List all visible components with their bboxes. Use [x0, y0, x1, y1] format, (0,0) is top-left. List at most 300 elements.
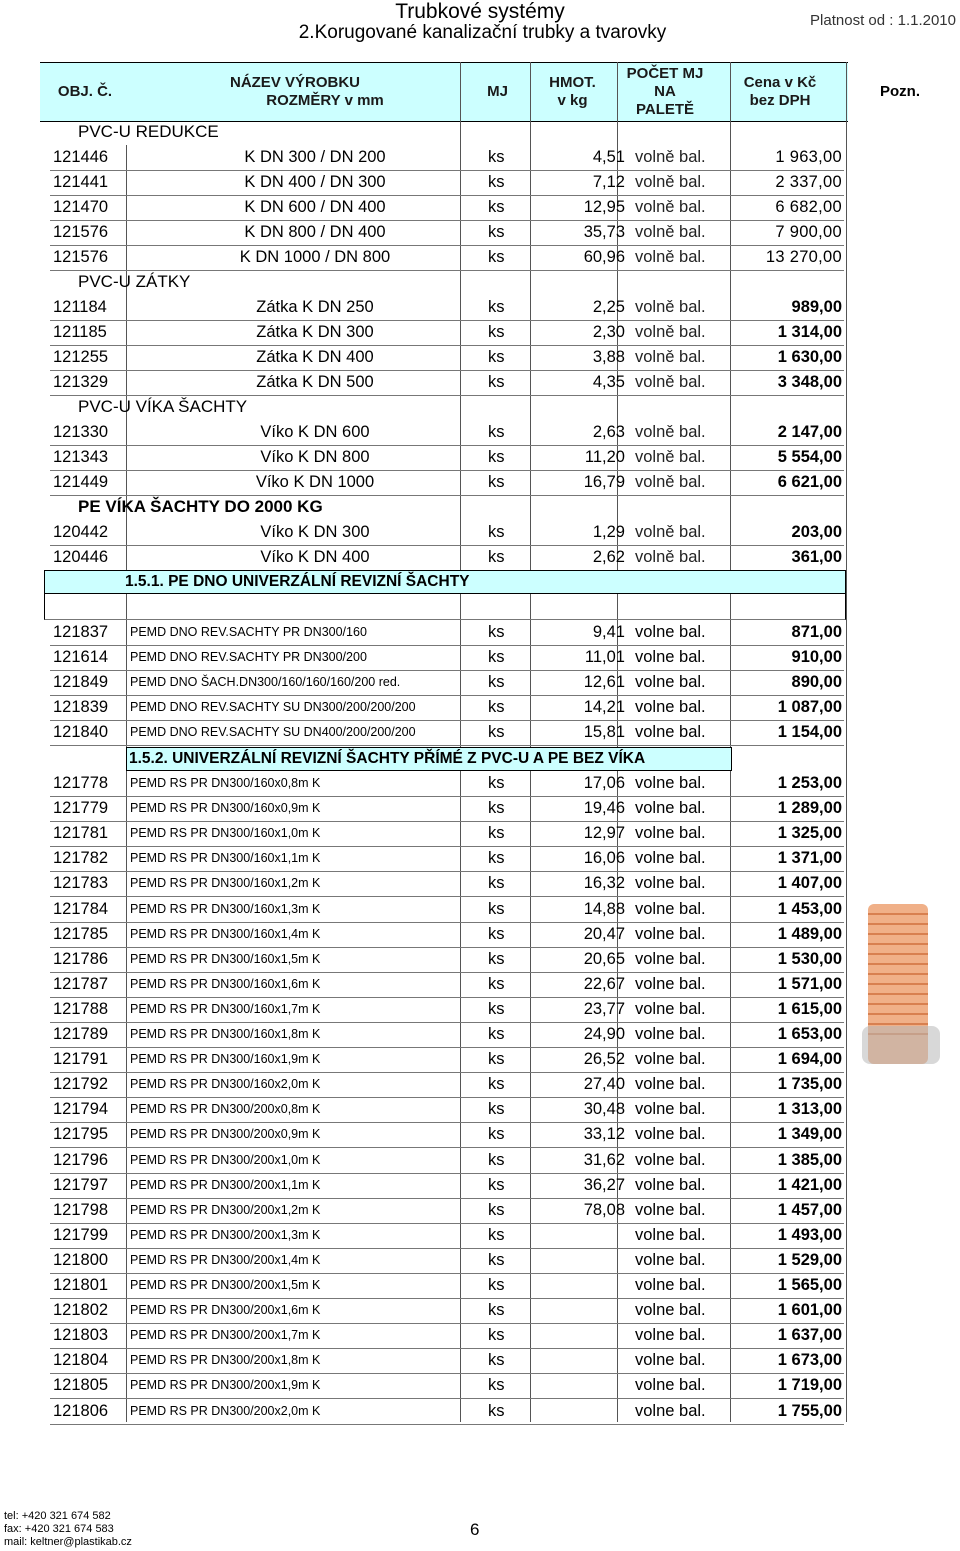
section-title: PVC-U REDUKCE: [78, 122, 219, 141]
pallet-qty: volne bal.: [635, 673, 706, 692]
pallet-qty: volne bal.: [635, 1250, 706, 1269]
table-row: [50, 670, 844, 696]
unit: ks: [488, 799, 505, 818]
unit: ks: [488, 899, 505, 918]
pallet-qty: volne bal.: [635, 1376, 706, 1395]
page-subtitle: 2.Korugované kanalizační trubky a tvarovky: [298, 22, 667, 43]
unit: ks: [488, 323, 505, 342]
product-name: PEMD RS PR DN300/160x0,9m K: [130, 801, 321, 816]
product-code: 121576: [53, 223, 109, 242]
weight: 78,08: [583, 1200, 625, 1219]
product-name: PEMD RS PR DN300/200x1,8m K: [130, 1353, 321, 1368]
table-row: [50, 470, 844, 496]
unit: ks: [488, 1225, 505, 1244]
product-name: PEMD RS PR DN300/160x1,7m K: [130, 1001, 321, 1016]
pallet-qty: volne bal.: [635, 899, 706, 918]
product-name: PEMD RS PR DN300/160x2,0m K: [130, 1077, 321, 1092]
column-header: [40, 62, 848, 122]
table-row: [50, 545, 844, 571]
unit: ks: [488, 1276, 505, 1294]
unit: ks: [488, 1025, 505, 1043]
section-title: PVC-U ZÁTKY: [78, 272, 191, 291]
section-title: 1.5.2. UNIVERZÁLNÍ REVIZNÍ ŠACHTY PŘÍMÉ Z PVC-U A PE BEZ VÍKA: [129, 750, 646, 767]
price: 890,00: [791, 673, 842, 692]
table-row: [50, 922, 844, 948]
table-row: [50, 1047, 844, 1073]
unit: ks: [488, 849, 505, 868]
pallet-qty: volně bal.: [635, 348, 706, 367]
product-name: PEMD RS PR DN300/200x1,7m K: [130, 1328, 321, 1343]
price: 2 337,00: [775, 173, 842, 192]
table-row: [50, 1273, 844, 1299]
pallet-qty: volne bal.: [635, 1100, 706, 1119]
unit: ks: [488, 723, 505, 742]
product-name: PEMD RS PR DN300/160x1,2m K: [130, 876, 321, 891]
price: 7 900,00: [775, 223, 842, 242]
weight: 14,21: [583, 698, 625, 717]
fax-number: fax: +420 321 674 583: [4, 1523, 114, 1535]
product-code: 121789: [53, 1025, 109, 1043]
product-name: K DN 400 / DN 300: [244, 173, 386, 192]
product-code: 121787: [53, 974, 109, 993]
price: 1 735,00: [777, 1075, 842, 1094]
product-name: PEMD RS PR DN300/160x1,4m K: [130, 926, 321, 941]
product-name: PEMD DNO REV.SACHTY PR DN300/160: [130, 625, 367, 639]
product-code: 121840: [53, 723, 109, 742]
table-row: [50, 645, 844, 671]
pallet-qty: volne bal.: [635, 774, 706, 792]
pallet-qty: volne bal.: [635, 1301, 706, 1320]
price: 5 554,00: [777, 448, 842, 467]
weight: [525, 1273, 625, 1298]
weight: 9,41: [592, 623, 625, 641]
unit: ks: [488, 1200, 505, 1219]
product-code: 121185: [53, 323, 107, 342]
table-row: [50, 720, 844, 746]
pallet-qty: volne bal.: [635, 1200, 706, 1219]
product-name: Víko K DN 600: [260, 423, 370, 441]
price: 361,00: [791, 548, 842, 567]
product-code: 121576: [53, 248, 109, 267]
table-row: [50, 771, 844, 797]
weight: [525, 1298, 625, 1323]
unit: ks: [488, 223, 505, 242]
weight: 24,90: [583, 1025, 625, 1043]
weight: 11,01: [584, 648, 625, 667]
unit: ks: [488, 1401, 505, 1420]
weight: 30,48: [583, 1100, 625, 1119]
weight: 35,73: [583, 223, 625, 242]
product-name: Zátka K DN 500: [256, 373, 374, 392]
pallet-qty: volne bal.: [635, 874, 706, 893]
price: 1 385,00: [777, 1150, 842, 1169]
weight: 27,40: [583, 1075, 625, 1094]
table-row: [50, 1097, 844, 1123]
unit: ks: [488, 473, 505, 492]
product-code: 121800: [53, 1250, 109, 1269]
table-row: [50, 897, 844, 923]
unit: ks: [488, 774, 505, 792]
price: 6 682,00: [775, 198, 842, 217]
price: 1 615,00: [777, 999, 842, 1018]
table-row: [50, 620, 844, 646]
weight: 20,65: [583, 949, 625, 968]
table-row: [50, 170, 844, 196]
unit: ks: [488, 698, 505, 717]
unit: ks: [488, 1150, 505, 1169]
pallet-qty: volně bal.: [635, 548, 706, 567]
product-name: Víko K DN 300: [260, 523, 370, 541]
unit: ks: [488, 924, 505, 943]
product-code: 121783: [53, 874, 109, 893]
weight: 12,61: [583, 673, 625, 692]
product-name: PEMD RS PR DN300/200x0,9m K: [130, 1127, 321, 1142]
table-row: [50, 796, 844, 822]
product-code: 121802: [53, 1301, 109, 1320]
product-name: K DN 300 / DN 200: [244, 148, 386, 166]
price: 1 457,00: [777, 1200, 842, 1219]
price: 2 147,00: [777, 423, 842, 441]
product-code: 121839: [53, 698, 109, 717]
product-code: 121806: [53, 1401, 109, 1420]
table-row: [50, 295, 844, 321]
unit: ks: [488, 523, 505, 541]
unit: ks: [488, 999, 505, 1018]
weight: 2,30: [592, 323, 625, 342]
weight: 23,77: [583, 999, 625, 1018]
pallet-qty: volne bal.: [635, 849, 706, 868]
unit: ks: [488, 173, 505, 192]
product-code: 121446: [53, 148, 109, 166]
unit: ks: [488, 423, 505, 441]
pallet-qty: volne bal.: [635, 1050, 706, 1069]
price: 1 630,00: [777, 348, 842, 367]
product-code: 121849: [53, 673, 109, 692]
col-pallet: POČET MJ NA PALETĚ: [626, 65, 704, 118]
table-row: [50, 1198, 844, 1224]
col-name: NÁZEV VÝROBKU ROZMĚRY v mm: [229, 74, 384, 109]
corrugated-pipe-shaft-icon: [862, 900, 942, 1070]
price: 1 407,00: [777, 874, 842, 893]
price: 1 313,00: [777, 1100, 842, 1119]
pallet-qty: volne bal.: [635, 824, 706, 843]
price: 1 489,00: [777, 924, 842, 943]
product-name: Víko K DN 1000: [255, 473, 375, 492]
product-name: PEMD RS PR DN300/160x1,0m K: [130, 826, 321, 841]
table-row: [50, 947, 844, 973]
price: 1 349,00: [777, 1125, 842, 1144]
table-row: [50, 997, 844, 1023]
product-code: 121795: [53, 1125, 109, 1144]
product-code: 121330: [53, 423, 109, 441]
table-row: [50, 345, 844, 371]
col-note: Pozn.: [880, 82, 920, 100]
price: 1 325,00: [777, 824, 842, 843]
product-code: 121786: [53, 949, 109, 968]
price: 1 314,00: [777, 323, 842, 342]
table-row: [50, 1173, 844, 1199]
table-row: [50, 1323, 844, 1349]
price: 1 289,00: [777, 799, 842, 818]
pallet-qty: volne bal.: [635, 698, 706, 717]
section-banner: [44, 570, 846, 594]
price: 1 253,00: [777, 774, 842, 792]
table-row: [50, 1399, 844, 1425]
pallet-qty: volně bal.: [635, 423, 706, 441]
unit: ks: [488, 448, 505, 467]
weight: 2,62: [592, 548, 625, 567]
weight: 12,95: [583, 198, 625, 217]
product-code: 121343: [53, 448, 109, 467]
pallet-qty: volne bal.: [635, 623, 706, 641]
product-name: K DN 800 / DN 400: [244, 223, 386, 242]
table-row: [50, 695, 844, 721]
product-name: PEMD RS PR DN300/160x1,6m K: [130, 976, 321, 991]
pallet-qty: volně bal.: [635, 523, 706, 541]
price: 1 963,00: [775, 148, 842, 166]
price: 203,00: [791, 523, 842, 541]
product-code: 121779: [53, 799, 109, 818]
pallet-qty: volne bal.: [635, 974, 706, 993]
price: 1 571,00: [777, 974, 842, 993]
table-row: [50, 445, 844, 471]
unit: ks: [488, 974, 505, 993]
product-name: PEMD DNO REV.SACHTY PR DN300/200: [130, 650, 367, 665]
spacer-row: [44, 593, 846, 620]
table-row: [50, 871, 844, 897]
unit: ks: [488, 949, 505, 968]
pallet-qty: volně bal.: [635, 373, 706, 392]
phone-number: tel: +420 321 674 582: [4, 1510, 111, 1522]
pallet-qty: volne bal.: [635, 723, 706, 742]
weight: 20,47: [583, 924, 625, 943]
grid-line: [846, 62, 847, 1422]
product-name: PEMD RS PR DN300/200x1,5m K: [130, 1278, 321, 1292]
product-code: 121798: [53, 1200, 109, 1219]
product-code: 121184: [53, 298, 107, 316]
product-name: PEMD DNO REV.SACHTY SU DN300/200/200/200: [130, 700, 416, 715]
unit: ks: [488, 648, 505, 667]
product-code: 121791: [53, 1050, 109, 1069]
table-row: [50, 370, 844, 396]
contact-footer: [4, 1510, 132, 1549]
product-name: PEMD RS PR DN300/160x1,8m K: [130, 1027, 321, 1041]
pallet-qty: volne bal.: [635, 1025, 706, 1043]
price: 6 621,00: [777, 473, 842, 492]
price: 1 453,00: [777, 899, 842, 918]
price: 871,00: [791, 623, 842, 641]
weight: 16,06: [583, 849, 625, 868]
product-code: 121794: [53, 1100, 109, 1119]
unit: ks: [488, 148, 505, 166]
product-name: Zátka K DN 250: [256, 298, 374, 316]
pallet-qty: volně bal.: [635, 448, 706, 467]
section-banner: [126, 747, 732, 771]
weight: 31,62: [583, 1150, 625, 1169]
table-row: [50, 1223, 844, 1249]
pallet-qty: volne bal.: [635, 1225, 706, 1244]
product-code: 121799: [53, 1225, 109, 1244]
col-code: OBJ. Č.: [57, 83, 113, 100]
product-name: PEMD RS PR DN300/200x2,0m K: [130, 1403, 321, 1418]
pallet-qty: volne bal.: [635, 1401, 706, 1420]
price: 1 719,00: [777, 1376, 842, 1395]
product-name: PEMD RS PR DN300/200x1,2m K: [130, 1202, 321, 1217]
product-code: 121781: [53, 824, 109, 843]
table-row: [50, 972, 844, 998]
weight: [525, 1348, 625, 1373]
table-row: [50, 220, 844, 246]
product-code: 120446: [53, 548, 109, 567]
product-code: 120442: [53, 523, 109, 541]
unit: ks: [488, 198, 505, 217]
pallet-qty: volne bal.: [635, 1276, 706, 1294]
pallet-qty: volne bal.: [635, 648, 706, 667]
product-name: K DN 600 / DN 400: [244, 198, 386, 217]
unit: ks: [488, 1075, 505, 1094]
price: 3 348,00: [777, 373, 842, 392]
product-name: PEMD RS PR DN300/160x1,1m K: [130, 851, 321, 866]
validity-date: Platnost od : 1.1.2010: [810, 12, 956, 29]
price: 1 530,00: [777, 949, 842, 968]
weight: [525, 1223, 625, 1248]
weight: 4,51: [592, 148, 625, 166]
weight: 1,29: [592, 523, 625, 541]
price: 13 270,00: [765, 248, 842, 267]
table-row: [50, 320, 844, 346]
pallet-qty: volne bal.: [635, 1125, 706, 1144]
unit: ks: [488, 1351, 505, 1370]
table-row: [50, 520, 844, 546]
table-row: [50, 846, 844, 872]
weight: 16,32: [583, 874, 625, 893]
weight: 14,88: [583, 899, 625, 918]
product-name: PEMD RS PR DN300/160x1,9m K: [130, 1052, 321, 1067]
unit: ks: [488, 874, 505, 893]
weight: 2,63: [592, 423, 625, 441]
weight: 22,67: [583, 974, 625, 993]
price: 1 565,00: [777, 1276, 842, 1294]
pallet-qty: volne bal.: [635, 799, 706, 818]
product-code: 121329: [53, 373, 109, 392]
product-name: PEMD RS PR DN300/200x1,1m K: [130, 1177, 321, 1192]
weight: 19,46: [583, 799, 625, 818]
unit: ks: [488, 673, 505, 692]
product-code: 121782: [53, 849, 109, 868]
product-code: 121470: [53, 198, 109, 217]
weight: 3,88: [592, 348, 625, 367]
weight: 15,81: [583, 723, 625, 742]
product-name: Víko K DN 400: [260, 548, 370, 567]
product-code: 121797: [53, 1175, 109, 1194]
price: 1 755,00: [777, 1401, 842, 1420]
weight: 36,27: [583, 1175, 625, 1194]
weight: 4,35: [592, 373, 625, 392]
table-row: [50, 1122, 844, 1148]
page-number: 6: [470, 1520, 480, 1539]
price: 1 154,00: [777, 723, 842, 742]
table-row: [50, 145, 844, 171]
product-code: 121255: [53, 348, 109, 367]
product-code: 121803: [53, 1326, 109, 1345]
weight: 2,25: [592, 298, 625, 316]
unit: ks: [488, 1376, 505, 1395]
table-row: [50, 420, 844, 446]
pallet-qty: volne bal.: [635, 1326, 706, 1345]
product-code: 121792: [53, 1075, 109, 1094]
table-row: [50, 821, 844, 847]
unit: ks: [488, 248, 505, 267]
col-weight: HMOT. v kg: [549, 74, 596, 109]
unit: ks: [488, 1250, 505, 1269]
price: 1 653,00: [777, 1025, 842, 1043]
product-name: PEMD RS PR DN300/160x0,8m K: [130, 776, 321, 790]
section-title: 1.5.1. PE DNO UNIVERZÁLNÍ REVIZNÍ ŠACHTY: [125, 573, 470, 590]
product-name: PEMD DNO ŠACH.DN300/160/160/160/200 red.: [130, 675, 401, 690]
price: 1 529,00: [777, 1250, 842, 1269]
price: 1 087,00: [777, 698, 842, 717]
pallet-qty: volne bal.: [635, 1351, 706, 1370]
unit: ks: [488, 548, 505, 567]
section-title: PE VÍKA ŠACHTY DO 2000 KG: [78, 497, 323, 516]
price: 910,00: [791, 648, 842, 667]
unit: ks: [488, 1100, 505, 1119]
pallet-qty: volne bal.: [635, 999, 706, 1018]
weight: 17,06: [583, 774, 625, 792]
email-address: mail: keltner@plastikab.cz: [4, 1536, 132, 1548]
product-code: 121778: [53, 774, 109, 792]
product-code: 121804: [53, 1351, 109, 1370]
unit: ks: [488, 1125, 505, 1144]
product-name: PEMD RS PR DN300/200x1,0m K: [130, 1152, 321, 1167]
unit: ks: [488, 824, 505, 843]
weight: 16,79: [583, 473, 625, 492]
unit: ks: [488, 1050, 505, 1069]
product-code: 121614: [53, 648, 109, 667]
table-row: [50, 1298, 844, 1324]
weight: 11,20: [584, 448, 625, 467]
product-code: 121784: [53, 899, 109, 918]
section-title: PVC-U VÍKA ŠACHTY: [78, 397, 248, 416]
pallet-qty: volně bal.: [635, 473, 706, 492]
unit: ks: [488, 623, 505, 641]
product-code: 121801: [53, 1276, 109, 1294]
col-price: Cena v Kč bez DPH: [743, 74, 817, 109]
pallet-qty: volně bal.: [635, 148, 706, 166]
unit: ks: [488, 1326, 505, 1345]
product-code: 121441: [53, 173, 109, 192]
pallet-qty: volne bal.: [635, 1150, 706, 1169]
weight: [525, 1399, 625, 1424]
product-name: PEMD RS PR DN300/200x1,6m K: [130, 1303, 321, 1318]
weight: 33,12: [583, 1125, 625, 1144]
price: 989,00: [791, 298, 842, 316]
pallet-qty: volne bal.: [635, 949, 706, 968]
price: 1 493,00: [777, 1225, 842, 1244]
table-row: [50, 1373, 844, 1399]
product-name: PEMD RS PR DN300/200x1,4m K: [130, 1252, 321, 1267]
price: 1 371,00: [777, 849, 842, 868]
page-title: Trubkové systémy: [395, 0, 565, 23]
unit: ks: [488, 348, 505, 367]
product-name: PEMD RS PR DN300/200x1,3m K: [130, 1227, 321, 1242]
product-name: PEMD RS PR DN300/200x0,8m K: [130, 1102, 321, 1117]
product-code: 121837: [53, 623, 109, 641]
pallet-qty: volně bal.: [635, 323, 706, 342]
price: 1 694,00: [777, 1050, 842, 1069]
pallet-qty: volně bal.: [635, 173, 706, 192]
weight: [525, 1248, 625, 1273]
